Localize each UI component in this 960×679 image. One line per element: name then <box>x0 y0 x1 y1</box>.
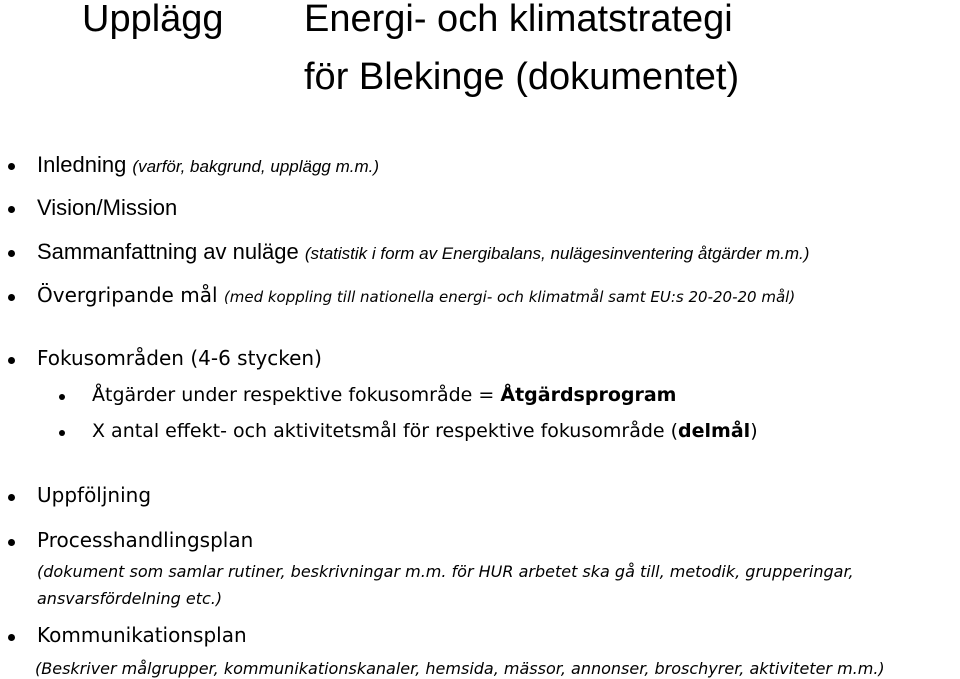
sub-bullet-end: ) <box>750 420 758 442</box>
bullet-dot <box>8 206 15 213</box>
bullet-note: (varför, bakgrund, upplägg m.m.) <box>132 157 380 176</box>
bullet-dot <box>8 250 15 257</box>
bullet-dot <box>8 294 15 301</box>
bullet-inledning <box>37 152 379 178</box>
slide-title-line2: för Blekinge (dokumentet) <box>304 56 740 98</box>
sub-bullet-dot <box>59 394 65 400</box>
bullet-text: Fokusområden (4-6 stycken) <box>37 346 322 370</box>
bullet-text: Sammanfattning av nuläge <box>37 239 305 264</box>
bullet-text: Processhandlingsplan <box>37 528 254 552</box>
bullet-dot <box>8 357 15 364</box>
bullet-dot <box>8 494 15 501</box>
sub-bullet-text: Åtgärder under respektive fokusområde = <box>92 384 501 406</box>
bullet-note-line1: (dokument som samlar rutiner, beskrivningar m.m. för HUR arbetet ska gå till, metodik, grupperingar, <box>37 562 854 581</box>
bullet-note-line2: ansvarsfördelning etc.) <box>37 589 223 608</box>
bullet-uppfoljning <box>37 483 151 507</box>
slide-label: Upplägg <box>82 0 224 40</box>
bullet-note: (med koppling till nationella energi- och klimatmål samt EU:s 20-20-20 mål) <box>223 288 796 306</box>
bullet-dot <box>8 163 15 170</box>
bullet-text: Kommunikationsplan <box>37 623 247 647</box>
sub-bullet-text: X antal effekt- och aktivitetsmål för respektive fokusområde ( <box>92 420 679 442</box>
bullet-text: Uppföljning <box>37 483 152 507</box>
bullet-fokusomraden <box>37 346 322 370</box>
bullet-text: Övergripande mål <box>37 283 224 307</box>
sub-bullet-delmal <box>92 420 758 442</box>
slide-title-line1: Energi- och klimatstrategi <box>304 0 733 40</box>
sub-bullet-dot <box>59 430 65 436</box>
bullet-overgripande <box>37 283 795 307</box>
bullet-note-line1: (Beskriver målgrupper, kommunikationskanaler, hemsida, mässor, annonser, broschyrer, aktiviteter m.m.) <box>35 659 885 678</box>
sub-bullet-atgarder <box>92 384 676 406</box>
sub-bullet-bold: delmål <box>678 420 751 442</box>
bullet-vision <box>37 195 177 221</box>
bullet-dot <box>8 539 15 546</box>
sub-bullet-bold: Åtgärdsprogram <box>500 384 677 406</box>
bullet-kommunikationsplan <box>37 623 247 647</box>
bullet-text: Vision/Mission <box>37 195 178 220</box>
bullet-dot <box>8 634 15 641</box>
bullet-sammanfattning <box>37 239 809 265</box>
bullet-note: (statistik i form av Energibalans, nulägesinventering åtgärder m.m.) <box>304 244 810 263</box>
bullet-text: Inledning <box>37 152 133 177</box>
bullet-processhandlingsplan <box>37 528 253 552</box>
